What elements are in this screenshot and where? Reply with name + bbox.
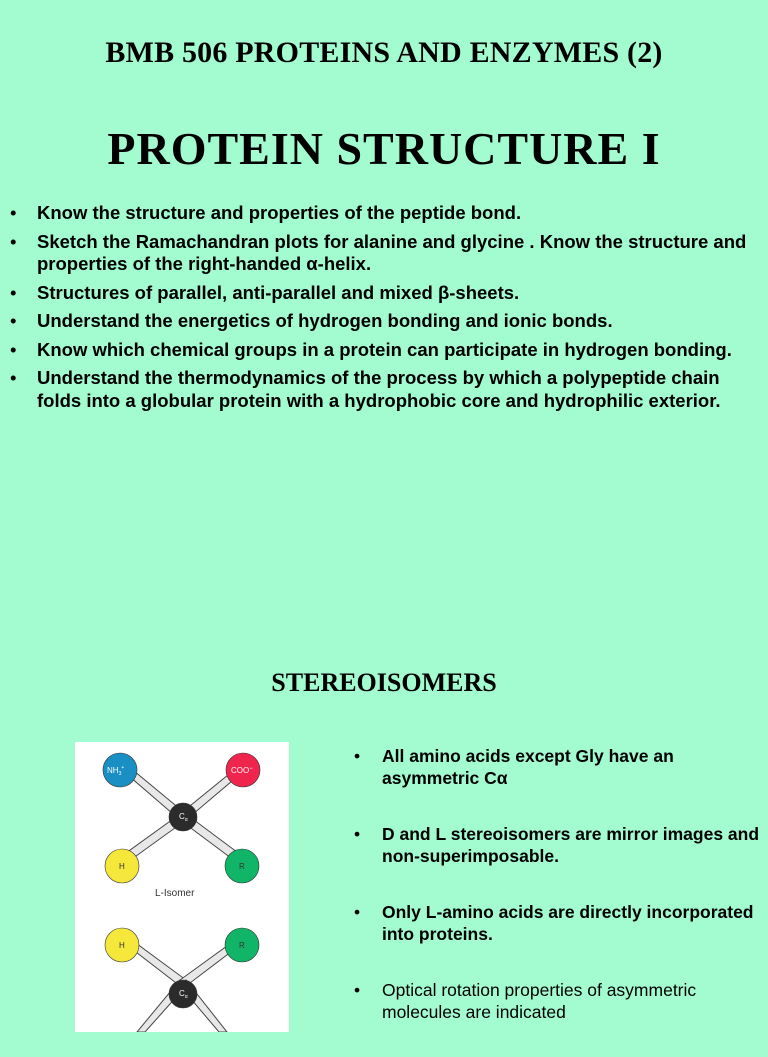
bullet: •	[354, 746, 361, 766]
bullet: •	[10, 202, 17, 223]
calpha-label: $C_\alpha$	[179, 989, 188, 1000]
h-label: H	[119, 941, 125, 950]
calpha-label: $C_\alpha$	[179, 812, 188, 823]
nh3-label: $NH_3^+$	[107, 765, 125, 777]
objective-text: Know the structure and properties of the peptide bond.	[37, 202, 522, 223]
section-heading: STEREOISOMERS	[271, 668, 497, 697]
bullet: •	[354, 824, 361, 844]
r-label: R	[239, 862, 245, 871]
bullet: •	[354, 902, 361, 922]
course-title: BMB 506 PROTEINS AND ENZYMES (2)	[105, 36, 663, 69]
fact-item	[352, 901, 762, 945]
fact-text: Optical rotation properties of asymmetric molecules are indicated	[382, 980, 697, 1022]
objective-text: Structures of parallel, anti-parallel and mixed β-sheets.	[37, 281, 520, 303]
bullet: •	[10, 230, 17, 252]
coo-label: COO−	[231, 766, 253, 775]
bullet: •	[10, 367, 17, 388]
stereoisomer-figure	[75, 742, 289, 1032]
fact-text: D and L stereoisomers are mirror images and non-superimposable.	[382, 824, 760, 866]
objective-item	[10, 202, 766, 225]
main-title: PROTEIN STRUCTURE I	[107, 123, 661, 174]
objectives-list	[10, 202, 766, 418]
objective-text: Sketch the Ramachandran plots for alanine and glycine . Know the structure and properties of the right-handed α-helix.	[37, 230, 747, 274]
fact-text: All amino acids except Gly have an asymmetric Cα	[382, 746, 674, 788]
r-label: R	[239, 941, 245, 950]
objective-item	[10, 310, 766, 333]
objective-item	[10, 231, 766, 276]
objective-item	[10, 367, 766, 412]
l-isomer-caption: L-Isomer	[155, 888, 195, 899]
bullet: •	[354, 980, 361, 1000]
fact-item	[352, 745, 762, 789]
objective-text: Understand the energetics of hydrogen bonding and ionic bonds.	[37, 310, 613, 331]
fact-item	[352, 823, 762, 867]
stereoisomer-facts-list	[352, 745, 762, 1057]
bullet: •	[10, 338, 17, 360]
objective-item	[10, 282, 766, 305]
bullet: •	[10, 281, 17, 303]
h-label: H	[119, 862, 125, 871]
objective-text: Understand the thermodynamics of the process by which a polypeptide chain folds into a globular protein with a hydrophobic core and hydrophilic exterior.	[37, 367, 721, 411]
fact-text: Only L-amino acids are directly incorporated into proteins.	[382, 902, 754, 944]
objective-text: Know which chemical groups in a protein can participate in hydrogen bonding.	[37, 338, 732, 360]
bullet: •	[10, 310, 17, 331]
fact-item	[352, 979, 762, 1023]
stereoisomer-diagram	[75, 742, 289, 1032]
objective-item	[10, 339, 766, 362]
